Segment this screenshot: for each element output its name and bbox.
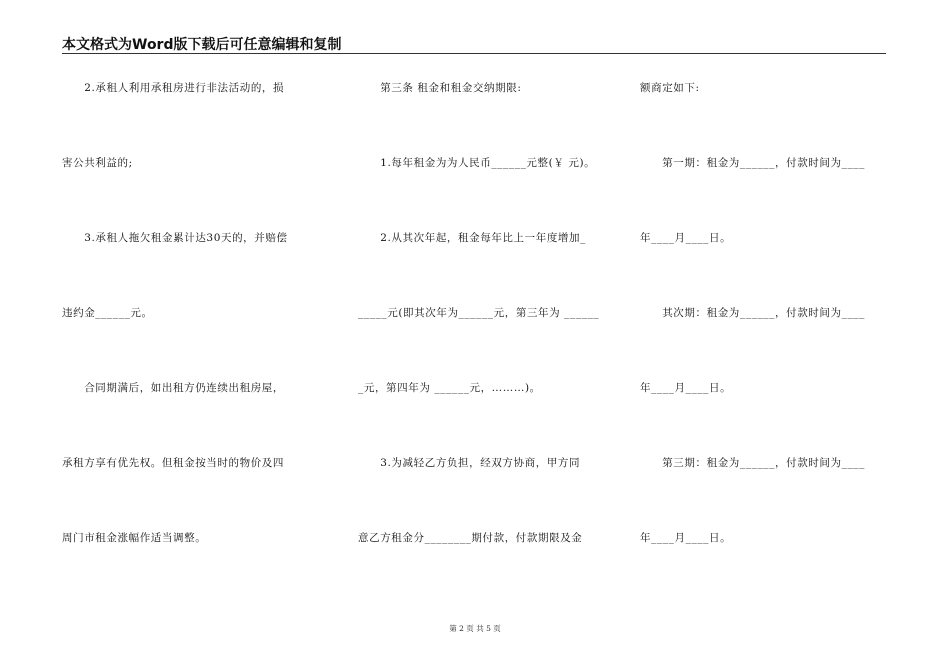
text-line: 第三期：租金为______，付款时间为____	[640, 457, 865, 469]
header-title: 本文格式为Word版下载后可任意编辑和复制	[62, 37, 342, 53]
text-line: 额商定如下:	[640, 82, 700, 94]
page-number: 第 2 页 共 5 页	[449, 624, 501, 633]
text-line: 年____月____日。	[640, 532, 732, 544]
text-line: 3.承租人拖欠租金累计达30天的，并赔偿	[62, 232, 288, 244]
text-line: 周门市租金涨幅作适当调整。	[62, 532, 207, 544]
text-line: 年____月____日。	[640, 232, 732, 244]
text-line: 1.每年租金为为人民币______元整(￥ 元)。	[358, 157, 596, 169]
text-line: _____元(即其次年为______元，第三年为 ______	[358, 307, 600, 319]
text-line: 第一期：租金为______，付款时间为____	[640, 157, 865, 169]
text-line: 3.为减轻乙方负担，经双方协商，甲方同	[358, 457, 581, 469]
text-column-3	[640, 0, 890, 672]
text-line: 其次期：租金为______，付款时间为____	[640, 307, 865, 319]
text-column-2	[358, 0, 628, 672]
text-line: _元，第四年为 ______元，………)。	[358, 382, 541, 394]
text-line: 承租方享有优先权。但租金按当时的物价及四	[62, 457, 284, 469]
text-line: 违约金______元。	[62, 307, 153, 319]
text-line: 害公共利益的;	[62, 157, 133, 169]
text-column-1	[62, 0, 332, 672]
text-line: 意乙方租金分________期付款，付款期限及金	[358, 532, 583, 544]
text-line: 2.承租人利用承租房进行非法活动的，损	[62, 82, 285, 94]
text-line: 2.从其次年起，租金每年比上一年度增加_	[358, 232, 586, 244]
text-line: 合同期满后，如出租方仍连续出租房屋，	[62, 382, 284, 394]
text-line: 第三条 租金和租金交纳期限:	[358, 82, 522, 94]
text-line: 年____月____日。	[640, 382, 732, 394]
